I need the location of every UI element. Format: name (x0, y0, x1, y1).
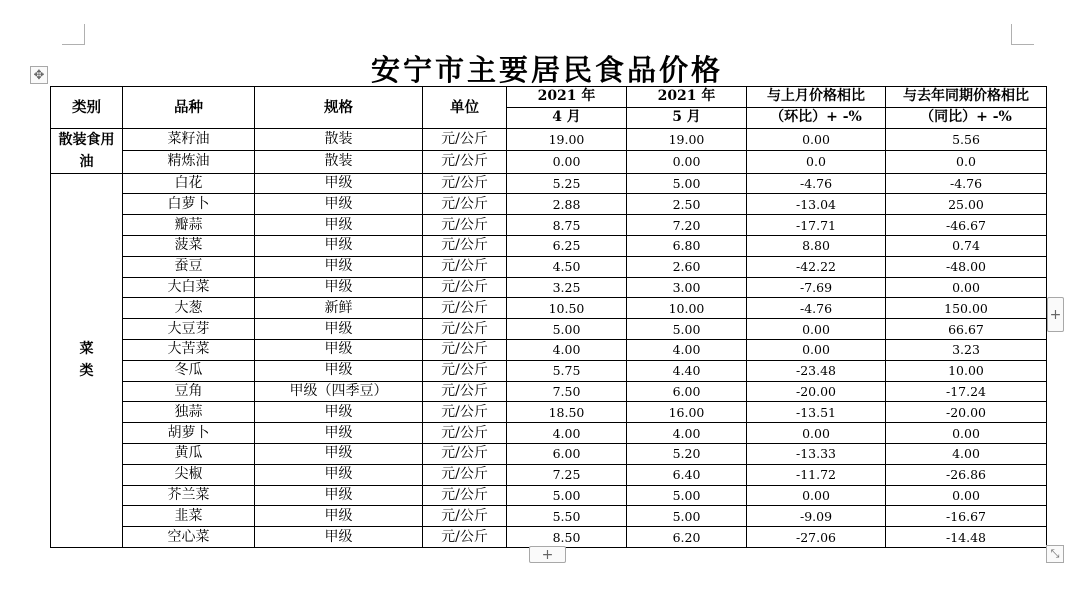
page-corner-mark-top-left (62, 24, 85, 45)
cell-mom-change: -7.69 (747, 277, 886, 298)
cell-unit: 元/公斤 (423, 128, 507, 151)
cell-april-price: 10.50 (507, 298, 627, 319)
cell-variety: 胡萝卜 (123, 423, 255, 444)
cell-april-price: 2.88 (507, 194, 627, 215)
cell-yoy-change: 0.74 (886, 235, 1047, 256)
cell-may-price: 16.00 (627, 402, 747, 423)
cell-may-price: 6.00 (627, 381, 747, 402)
cell-april-price: 18.50 (507, 402, 627, 423)
header-category: 类别 (51, 87, 123, 129)
cell-mom-change: 0.00 (747, 485, 886, 506)
cell-yoy-change: -48.00 (886, 256, 1047, 277)
cell-category (51, 173, 123, 547)
table-row (51, 339, 1047, 360)
cell-spec: 甲级 (255, 194, 423, 215)
cell-spec: 甲级 (255, 256, 423, 277)
header-variety: 品种 (123, 87, 255, 129)
cell-unit: 元/公斤 (423, 464, 507, 485)
cell-april-price: 3.25 (507, 277, 627, 298)
cell-may-price: 5.00 (627, 506, 747, 527)
header-mom-line1: 与上月价格相比 (747, 87, 886, 108)
cell-spec: 甲级 (255, 464, 423, 485)
table-row (51, 527, 1047, 548)
cell-april-price: 5.50 (507, 506, 627, 527)
cell-spec: 甲级 (255, 423, 423, 444)
table-row (51, 506, 1047, 527)
cell-april-price: 5.00 (507, 319, 627, 340)
table-row (51, 256, 1047, 277)
cell-may-price: 6.80 (627, 235, 747, 256)
cell-variety: 空心菜 (123, 527, 255, 548)
cell-unit: 元/公斤 (423, 215, 507, 236)
cell-may-price: 4.40 (627, 360, 747, 381)
cell-may-price: 0.00 (627, 151, 747, 174)
cell-yoy-change: -4.76 (886, 173, 1047, 194)
table-row (51, 485, 1047, 506)
cell-may-price: 5.00 (627, 173, 747, 194)
cell-mom-change: -13.51 (747, 402, 886, 423)
cell-unit: 元/公斤 (423, 173, 507, 194)
table-row (51, 423, 1047, 444)
cell-april-price: 6.00 (507, 443, 627, 464)
cell-mom-change: -9.09 (747, 506, 886, 527)
cell-variety: 大豆芽 (123, 319, 255, 340)
cell-yoy-change: 0.0 (886, 151, 1047, 174)
header-spec: 规格 (255, 87, 423, 129)
cell-april-price: 4.00 (507, 339, 627, 360)
cell-variety: 尖椒 (123, 464, 255, 485)
table-row (51, 235, 1047, 256)
cell-yoy-change: 3.23 (886, 339, 1047, 360)
table-row (51, 443, 1047, 464)
cell-spec: 甲级 (255, 443, 423, 464)
table-body (51, 128, 1047, 547)
cell-mom-change: -23.48 (747, 360, 886, 381)
table-row (51, 277, 1047, 298)
category-label: 散装食用 (58, 131, 115, 148)
cell-variety: 精炼油 (123, 151, 255, 174)
category-label: 油 (79, 153, 94, 170)
cell-mom-change: -13.33 (747, 443, 886, 464)
cell-mom-change: -17.71 (747, 215, 886, 236)
table-row (51, 128, 1047, 151)
cell-unit: 元/公斤 (423, 485, 507, 506)
cell-may-price: 2.50 (627, 194, 747, 215)
cell-variety: 大苦菜 (123, 339, 255, 360)
cell-spec: 甲级 (255, 319, 423, 340)
cell-spec: 甲级 (255, 173, 423, 194)
plus-icon: + (1049, 306, 1062, 323)
cell-spec: 散装 (255, 151, 423, 174)
resize-icon: ⤡ (1050, 547, 1060, 560)
cell-unit: 元/公斤 (423, 339, 507, 360)
table-row (51, 151, 1047, 174)
cell-spec: 甲级（四季豆） (255, 381, 423, 402)
header-row-1 (51, 87, 1047, 108)
move-icon: ✥ (33, 67, 45, 83)
cell-yoy-change: 25.00 (886, 194, 1047, 215)
cell-unit: 元/公斤 (423, 298, 507, 319)
cell-may-price: 5.00 (627, 485, 747, 506)
cell-category (51, 128, 123, 173)
cell-mom-change: 8.80 (747, 235, 886, 256)
add-column-button[interactable] (1047, 297, 1064, 332)
cell-mom-change: 0.0 (747, 151, 886, 174)
cell-april-price: 19.00 (507, 128, 627, 151)
cell-spec: 甲级 (255, 277, 423, 298)
table-row (51, 173, 1047, 194)
cell-variety: 菠菜 (123, 235, 255, 256)
cell-variety: 白花 (123, 173, 255, 194)
cell-may-price: 6.40 (627, 464, 747, 485)
cell-april-price: 4.00 (507, 423, 627, 444)
cell-april-price: 0.00 (507, 151, 627, 174)
cell-variety: 大葱 (123, 298, 255, 319)
cell-mom-change: -4.76 (747, 298, 886, 319)
table-row (51, 194, 1047, 215)
add-row-button[interactable] (529, 546, 566, 563)
cell-variety: 冬瓜 (123, 360, 255, 381)
cell-may-price: 4.00 (627, 423, 747, 444)
header-period2-year: 2021 年 (627, 87, 747, 108)
cell-variety: 大白菜 (123, 277, 255, 298)
table-row (51, 381, 1047, 402)
cell-yoy-change: 0.00 (886, 423, 1047, 444)
cell-variety: 芥兰菜 (123, 485, 255, 506)
header-mom-line2: （环比）+ -% (747, 107, 886, 128)
cell-mom-change: 0.00 (747, 319, 886, 340)
cell-may-price: 5.00 (627, 319, 747, 340)
cell-unit: 元/公斤 (423, 381, 507, 402)
cell-may-price: 10.00 (627, 298, 747, 319)
table-row (51, 464, 1047, 485)
header-unit: 单位 (423, 87, 507, 129)
category-label: 菜 (79, 341, 94, 358)
cell-april-price: 7.50 (507, 381, 627, 402)
cell-spec: 甲级 (255, 485, 423, 506)
cell-april-price: 4.50 (507, 256, 627, 277)
cell-yoy-change: 10.00 (886, 360, 1047, 381)
cell-spec: 甲级 (255, 402, 423, 423)
cell-april-price: 5.75 (507, 360, 627, 381)
cell-may-price: 5.20 (627, 443, 747, 464)
cell-variety: 蚕豆 (123, 256, 255, 277)
cell-mom-change: -13.04 (747, 194, 886, 215)
table-row (51, 215, 1047, 236)
plus-icon: + (541, 546, 554, 563)
cell-mom-change: 0.00 (747, 339, 886, 360)
cell-yoy-change: -26.86 (886, 464, 1047, 485)
cell-spec: 甲级 (255, 527, 423, 548)
header-yoy-line1: 与去年同期价格相比 (886, 87, 1047, 108)
header-yoy-line2: （同比）+ -% (886, 107, 1047, 128)
cell-variety: 菜籽油 (123, 128, 255, 151)
cell-unit: 元/公斤 (423, 194, 507, 215)
cell-april-price: 7.25 (507, 464, 627, 485)
header-period2-month: 5 月 (627, 107, 747, 128)
cell-unit: 元/公斤 (423, 319, 507, 340)
cell-variety: 豆角 (123, 381, 255, 402)
cell-yoy-change: 0.00 (886, 485, 1047, 506)
cell-mom-change: -20.00 (747, 381, 886, 402)
table-row (51, 298, 1047, 319)
cell-yoy-change: 66.67 (886, 319, 1047, 340)
cell-april-price: 5.00 (507, 485, 627, 506)
cell-mom-change: 0.00 (747, 128, 886, 151)
cell-variety: 瓣蒜 (123, 215, 255, 236)
table-row (51, 319, 1047, 340)
cell-spec: 甲级 (255, 360, 423, 381)
table-row (51, 360, 1047, 381)
cell-yoy-change: -16.67 (886, 506, 1047, 527)
cell-april-price: 8.50 (507, 527, 627, 548)
cell-variety: 韭菜 (123, 506, 255, 527)
cell-yoy-change: 4.00 (886, 443, 1047, 464)
cell-yoy-change: 0.00 (886, 277, 1047, 298)
cell-yoy-change: 150.00 (886, 298, 1047, 319)
cell-mom-change: -42.22 (747, 256, 886, 277)
cell-yoy-change: -14.48 (886, 527, 1047, 548)
cell-unit: 元/公斤 (423, 527, 507, 548)
cell-april-price: 6.25 (507, 235, 627, 256)
cell-unit: 元/公斤 (423, 256, 507, 277)
cell-may-price: 19.00 (627, 128, 747, 151)
cell-spec: 新鲜 (255, 298, 423, 319)
table-row (51, 402, 1047, 423)
cell-april-price: 5.25 (507, 173, 627, 194)
cell-unit: 元/公斤 (423, 423, 507, 444)
cell-may-price: 3.00 (627, 277, 747, 298)
table-resize-handle[interactable] (1046, 545, 1064, 563)
cell-may-price: 6.20 (627, 527, 747, 548)
category-label: 类 (79, 363, 94, 380)
cell-april-price: 8.75 (507, 215, 627, 236)
cell-yoy-change: 5.56 (886, 128, 1047, 151)
cell-spec: 甲级 (255, 215, 423, 236)
document-title: 安宁市主要居民食品价格 (370, 53, 723, 87)
cell-mom-change: -4.76 (747, 173, 886, 194)
cell-may-price: 2.60 (627, 256, 747, 277)
cell-variety: 独蒜 (123, 402, 255, 423)
cell-unit: 元/公斤 (423, 443, 507, 464)
header-period1-month: 4 月 (507, 107, 627, 128)
cell-spec: 散装 (255, 128, 423, 151)
cell-yoy-change: -20.00 (886, 402, 1047, 423)
cell-mom-change: -27.06 (747, 527, 886, 548)
price-table (50, 86, 1047, 548)
header-period1-year: 2021 年 (507, 87, 627, 108)
cell-yoy-change: -17.24 (886, 381, 1047, 402)
cell-unit: 元/公斤 (423, 402, 507, 423)
cell-spec: 甲级 (255, 235, 423, 256)
cell-unit: 元/公斤 (423, 360, 507, 381)
cell-may-price: 7.20 (627, 215, 747, 236)
cell-spec: 甲级 (255, 339, 423, 360)
cell-unit: 元/公斤 (423, 277, 507, 298)
page-corner-mark-top-right (1011, 24, 1034, 45)
cell-variety: 白萝卜 (123, 194, 255, 215)
cell-spec: 甲级 (255, 506, 423, 527)
cell-may-price: 4.00 (627, 339, 747, 360)
cell-yoy-change: -46.67 (886, 215, 1047, 236)
cell-unit: 元/公斤 (423, 506, 507, 527)
cell-unit: 元/公斤 (423, 235, 507, 256)
cell-mom-change: -11.72 (747, 464, 886, 485)
cell-unit: 元/公斤 (423, 151, 507, 174)
cell-mom-change: 0.00 (747, 423, 886, 444)
cell-variety: 黄瓜 (123, 443, 255, 464)
